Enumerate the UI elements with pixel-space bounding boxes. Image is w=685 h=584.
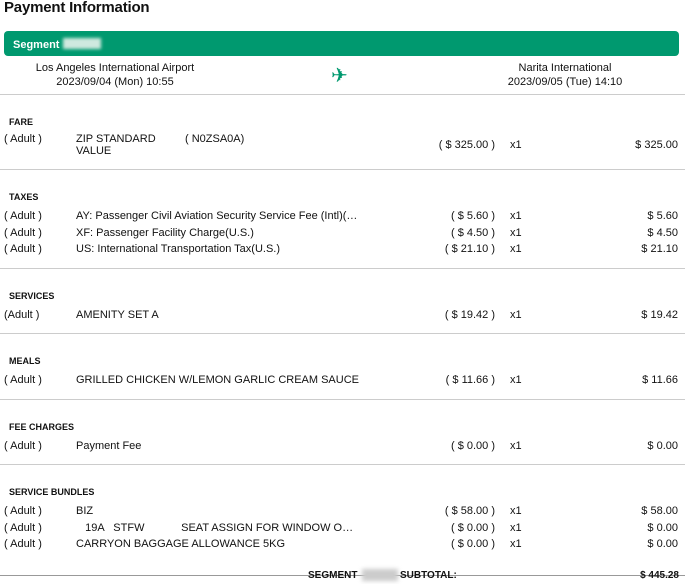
item-total: $ 19.42 [641,308,678,321]
line-item [0,241,685,258]
item-desc: AY: Passenger Civil Aviation Security Service Fee (Intl)(… [76,210,358,222]
item-unit: ( $ 325.00 ) [438,139,495,151]
item-pax: ( Adult ) [4,521,42,534]
item-qty: x1 [510,308,522,321]
departure [20,61,210,89]
item-desc: ZIP STANDARD VALUE [76,133,156,157]
section-title: FARE [9,117,34,127]
charges-list [0,95,685,576]
segment-label: Segment [13,39,60,51]
item-qty: x1 [510,521,522,534]
item-qty: x1 [510,505,522,517]
arrival-time: 2023/09/05 (Tue) 14:10 [507,76,623,88]
item-pax: ( Adult ) [4,374,42,386]
line-item [0,536,685,553]
item-total: $ 11.66 [642,374,678,386]
subtotal-prefix: SEGMENT [308,570,358,581]
item-desc: XF: Passenger Facility Charge(U.S.) [76,226,254,239]
item-total: $ 0.00 [647,439,678,452]
item-total: $ 58.00 [641,505,678,517]
item-qty: x1 [510,243,522,255]
item-total: $ 4.50 [647,226,678,239]
item-unit: ( $ 0.00 ) [450,439,495,452]
section-title: SERVICE BUNDLES [9,487,95,497]
page-title: Payment Information [4,0,150,16]
section-title: SERVICES [9,290,55,301]
item-pax: ( Adult ) [4,505,42,517]
item-unit: ( $ 58.00 ) [444,505,495,517]
item-total: $ 0.00 [647,538,678,550]
item-desc: BIZ [76,505,94,517]
line-item [0,438,685,455]
item-desc: GRILLED CHICKEN W/LEMON GARLIC CREAM SAUCE [76,374,359,386]
item-total: $ 0.00 [647,521,678,534]
section-title: MEALS [9,356,41,366]
line-item [0,208,685,225]
departure-airport: Los Angeles International Airport [35,62,195,74]
line-item [0,133,685,159]
item-pax: ( Adult ) [4,210,42,222]
item-total: $ 5.60 [647,210,678,222]
item-pax: ( Adult ) [4,226,42,239]
item-qty: x1 [510,374,522,386]
section-taxes [0,170,685,269]
item-unit: ( $ 11.66 ) [445,374,495,386]
section-service-bundles [0,465,685,576]
item-desc: Payment Fee [76,439,142,452]
item-total: $ 21.10 [641,243,678,255]
segment-header [4,31,679,56]
section-title: TAXES [9,192,39,202]
item-total: $ 325.00 [635,139,678,151]
item-unit: ( $ 4.50 ) [450,226,495,239]
item-pax: ( Adult ) [4,133,42,145]
redacted-segment-number [362,569,398,581]
route-info [0,61,685,95]
item-desc: US: International Transportation Tax(U.S.) [76,243,281,255]
line-item [0,307,685,324]
section-services [0,269,685,335]
item-qty: x1 [510,538,522,550]
section-fee-charges [0,400,685,466]
line-item [0,225,685,242]
item-pax: (Adult ) [4,308,40,321]
item-qty: x1 [510,210,522,222]
section-title: FEE CHARGES [9,421,75,432]
item-unit: ( $ 0.00 ) [450,538,495,550]
subtotal-value: $ 445.28 [640,570,679,581]
item-desc: AMENITY SET A [76,308,159,321]
item-unit: ( $ 21.10 ) [444,243,495,255]
item-qty: x1 [510,226,522,239]
section-meals [0,334,685,400]
redacted-segment-number [63,38,101,49]
arrival-airport: Narita International [518,62,612,74]
line-item [0,372,685,389]
line-item [0,503,685,520]
item-desc: CARRYON BAGGAGE ALLOWANCE 5KG [76,538,286,550]
item-desc: 19A STFW SEAT ASSIGN FOR WINDOW O… [76,521,354,534]
item-code: ( N0ZSA0A) [185,133,245,145]
item-unit: ( $ 5.60 ) [450,210,495,222]
item-pax: ( Adult ) [4,439,42,452]
item-qty: x1 [510,139,522,151]
item-qty: x1 [510,439,522,452]
line-item [0,520,685,537]
item-pax: ( Adult ) [4,538,42,550]
arrival [470,61,660,89]
departure-time: 2023/09/04 (Mon) 10:55 [56,76,174,88]
airplane-icon: ✈ [331,65,348,87]
item-pax: ( Adult ) [4,243,42,255]
section-fare [0,95,685,170]
subtotal-label: SUBTOTAL: [400,570,457,581]
item-unit: ( $ 19.42 ) [444,308,495,321]
item-unit: ( $ 0.00 ) [450,521,495,534]
